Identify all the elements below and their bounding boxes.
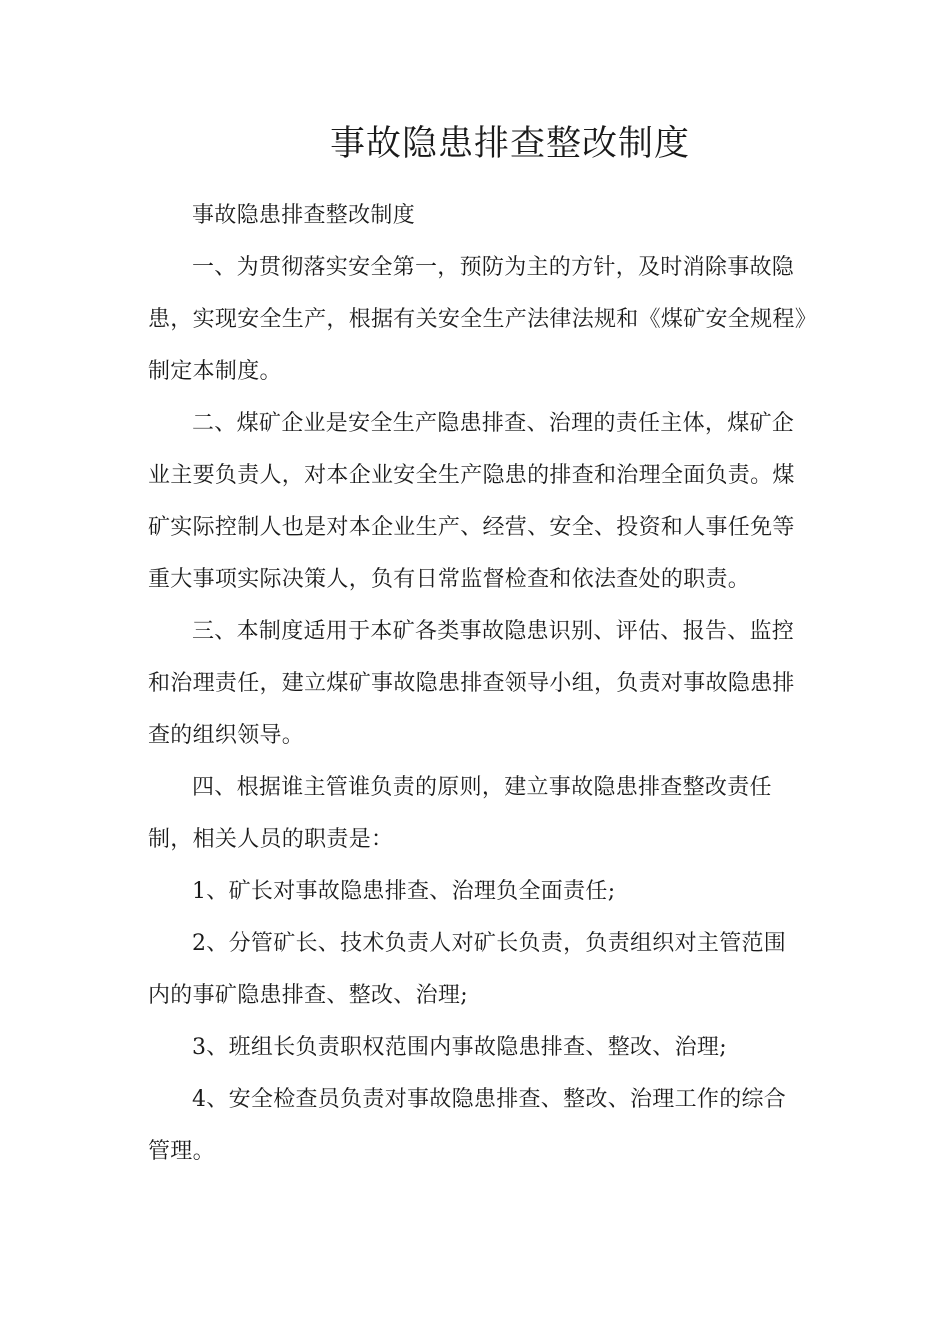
paragraph-subtitle: 事故隐患排查整改制度 <box>192 203 416 228</box>
paragraph-duty-4: 4、安全检查员负责对事故隐患排查、整改、治理工作的综合管理。 <box>148 1087 787 1164</box>
paragraph-section-2: 二、煤矿企业是安全生产隐患排查、治理的责任主体，煤矿企业主要负责人，对本企业安全生产隐患的排查和治理全面负责。煤矿实际控制人也是对本企业生产、经营、安全、投资和人事任免等重大事项实际决策人，负有日常监督检查和依法查处的职责。 <box>148 411 795 592</box>
paragraph-duty-3: 3、班组长负责职权范围内事故隐患排查、整改、治理; <box>192 1035 727 1060</box>
paragraph-section-3: 三、本制度适用于本矿各类事故隐患识别、评估、报告、监控和治理责任，建立煤矿事故隐患排查领导小组，负责对事故隐患排查的组织领导。 <box>148 619 795 748</box>
document-body <box>148 190 808 1178</box>
paragraph-duty-2: 2、分管矿长、技术负责人对矿长负责，负责组织对主管范围内的事矿隐患排查、整改、治理; <box>148 931 787 1008</box>
paragraph-section-1: 一、为贯彻落实安全第一，预防为主的方针，及时消除事故隐患，实现安全生产，根据有关安全生产法律法规和《煤矿安全规程》制定本制度。 <box>148 255 807 384</box>
paragraph-section-4: 四、根据谁主管谁负责的原则，建立事故隐患排查整改责任制，相关人员的职责是： <box>148 775 772 852</box>
document-title: 事故隐患排查整改制度 <box>329 124 690 164</box>
paragraph-duty-1: 1、矿长对事故隐患排查、治理负全面责任; <box>192 879 616 904</box>
